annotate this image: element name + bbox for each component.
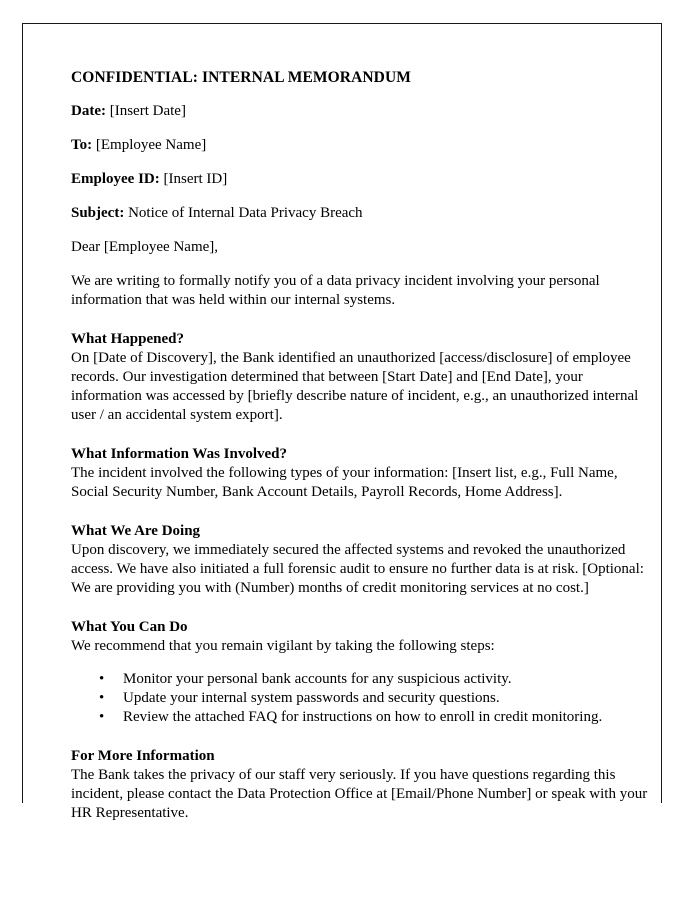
field-value-date: [Insert Date]	[109, 103, 186, 119]
section-body-for-more-information: The Bank takes the privacy of our staff very seriously. If you have questions regarding this incident, please contact the Data Protection Office at [Email/Phone Number] or speak with your HR Representative.	[71, 767, 648, 821]
field-row-date	[71, 102, 655, 121]
list-item: • Review the attached FAQ for instructions on how to enroll in credit monitoring.	[111, 708, 655, 727]
page-title: CONFIDENTIAL: INTERNAL MEMORANDUM	[71, 69, 412, 86]
field-value-to: [Employee Name]	[95, 137, 207, 153]
field-row-subject	[71, 204, 655, 223]
field-value-employee-id: [Insert ID]	[163, 171, 228, 187]
field-label-employee-id: Employee ID:	[71, 171, 160, 187]
intro-paragraph: We are writing to formally notify you of a data privacy incident involving your personal information that was held within our internal systems.	[71, 273, 600, 308]
recommended-steps-list	[71, 670, 655, 727]
section-heading-for-more-information: For More Information	[71, 748, 215, 764]
section-body-what-we-are-doing: Upon discovery, we immediately secured the affected systems and revoked the unauthorized access. We have also initiated a full forensic audit to ensure no further data is at risk. [Optional: We are providing you with (Number) months of credit monitoring services at no cost.]	[71, 542, 644, 596]
section-heading-what-we-are-doing: What We Are Doing	[71, 523, 201, 539]
salutation: Dear [Employee Name],	[71, 239, 219, 255]
section-body-what-information-was-involved: The incident involved the following types of your information: [Insert list, e.g., Full Name, Social Security Number, Bank Account Details, Payroll Records, Home Address].	[71, 465, 618, 500]
document-body	[71, 68, 655, 823]
list-item: • Update your internal system passwords and security questions.	[111, 689, 655, 708]
section-heading-what-you-can-do: What You Can Do	[71, 619, 188, 635]
field-row-employee-id	[71, 170, 655, 189]
section-heading-what-information-was-involved: What Information Was Involved?	[71, 446, 288, 462]
section-heading-what-happened: What Happened?	[71, 331, 184, 347]
section-body-what-happened: On [Date of Discovery], the Bank identified an unauthorized [access/disclosure] of employee records. Our investigation determined that between [Start Date] and [End Date], your information was accessed by [briefly describe nature of incident, e.g., an unauthorized internal user / an accidental system export].	[71, 350, 639, 423]
section-what-we-are-doing	[71, 522, 655, 598]
section-what-you-can-do	[71, 618, 655, 727]
section-what-happened	[71, 330, 655, 425]
document-page	[22, 23, 662, 821]
list-item: • Monitor your personal bank accounts for any suspicious activity.	[111, 670, 655, 689]
section-body-what-you-can-do: We recommend that you remain vigilant by taking the following steps:	[71, 638, 495, 654]
field-label-date: Date:	[71, 103, 106, 119]
section-for-more-information	[71, 747, 655, 823]
field-label-to: To:	[71, 137, 93, 153]
field-value-subject: Notice of Internal Data Privacy Breach	[128, 205, 363, 221]
field-label-subject: Subject:	[71, 205, 125, 221]
section-what-information-was-involved	[71, 445, 655, 502]
field-row-to	[71, 136, 655, 155]
